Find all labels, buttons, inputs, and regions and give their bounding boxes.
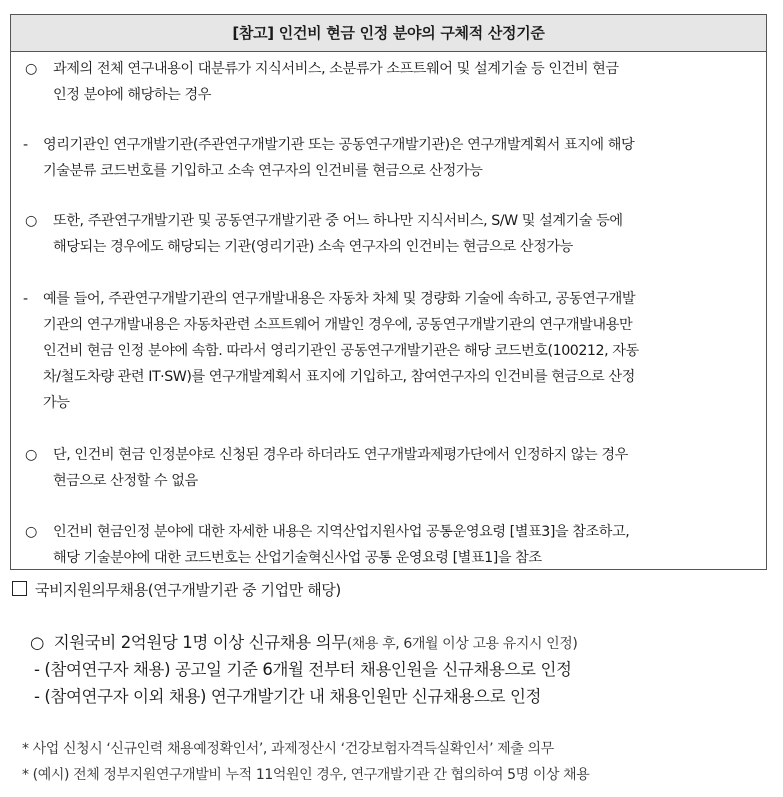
paragraph-line: 해당 기술분야에 대한 코드번호는 산업기술혁신사업 공통 운영요령 [별표1]을 참조 xyxy=(53,550,542,566)
paragraph-line: 인건비 현금인정 분야에 대한 자세한 내용은 지역산업지원사업 공통운영요령 [별표3]을 참조하고, xyxy=(53,524,630,540)
dash-bullet: - xyxy=(34,687,40,706)
dash-bullet: - xyxy=(34,660,40,679)
circle-bullet: ○ xyxy=(30,633,44,652)
paragraph-line: 가능 xyxy=(43,395,70,411)
reference-box xyxy=(10,14,767,570)
requirement-item xyxy=(34,657,572,683)
paragraph-line: 예를 들어, 주관연구개발기관의 연구개발내용은 자동차 차체 및 경량화 기술에 속하고, 공동연구개발 xyxy=(43,291,636,307)
dash-bullet: - xyxy=(23,291,28,307)
paragraph-line: 기술분류 코드번호를 기입하고 소속 연구자의 인건비를 현금으로 산정가능 xyxy=(43,163,483,179)
paragraph-line: 인정 분야에 해당하는 경우 xyxy=(53,87,211,103)
reference-box-title: [참고] 인건비 현금 인정 분야의 구체적 산정기준 xyxy=(11,15,766,52)
reference-box-body xyxy=(11,52,766,571)
reference-paragraph xyxy=(19,132,758,184)
reference-paragraph xyxy=(19,208,758,260)
requirement-item xyxy=(30,630,577,657)
circle-bullet: ○ xyxy=(25,213,37,229)
paragraph-line: 또한, 주관연구개발기관 및 공동연구개발기관 중 어느 하나만 지식서비스, S/W 및 설계기술 등에 xyxy=(53,213,623,229)
paragraph-line: 현금으로 산정할 수 없음 xyxy=(53,473,198,489)
paragraph-line: 해당되는 경우에도 해당되는 기관(영리기관) 소속 연구자의 인건비는 현금으로 산정가능 xyxy=(53,239,573,255)
dash-bullet: - xyxy=(23,137,28,153)
requirement-text: 지원국비 2억원당 1명 이상 신규채용 의무 xyxy=(53,633,347,652)
circle-bullet: ○ xyxy=(25,524,37,540)
footnote: * (예시) 전체 정부지원연구개발비 누적 11억원인 경우, 연구개발기관 간 협의하여 5명 이상 채용 xyxy=(22,767,590,783)
section-title-note: (연구개발기관 중 기업만 해당) xyxy=(147,581,341,599)
requirement-text: (참여연구자 채용) 공고일 기준 6개월 전부터 채용인원을 신규채용으로 인정 xyxy=(44,660,572,679)
paragraph-line: 기관의 연구개발내용은 자동차관련 소프트웨어 개발인 경우에, 공동연구개발기관의 연구개발내용만 xyxy=(43,317,633,333)
reference-paragraph xyxy=(19,56,758,108)
paragraph-line: 인건비 현금 인정 분야에 속함. 따라서 영리기관인 공동연구개발기관은 해당 코드번호(100212, 자동 xyxy=(43,343,639,359)
reference-paragraph xyxy=(19,286,758,416)
paragraph-line: 차/철도차량 관련 IT·SW)를 연구개발계획서 표지에 기입하고, 참여연구자의 인건비를 현금으로 산정 xyxy=(43,369,635,385)
checkbox-icon xyxy=(12,581,27,596)
requirement-text: (참여연구자 이외 채용) 연구개발기간 내 채용인원만 신규채용으로 인정 xyxy=(44,687,542,706)
reference-paragraph xyxy=(19,519,758,571)
requirement-note: (채용 후, 6개월 이상 고용 유지시 인정) xyxy=(346,636,578,652)
section-title: 국비지원의무채용 xyxy=(35,581,148,599)
requirement-item xyxy=(34,684,541,710)
footnote: * 사업 신청시 ‘신규인력 채용예정확인서’, 과제정산시 ‘건강보험자격득실확인서’ 제출 의무 xyxy=(22,741,554,757)
paragraph-line: 영리기관인 연구개발기관(주관연구개발기관 또는 공동연구개발기관)은 연구개발계획서 표지에 해당 xyxy=(43,137,635,153)
section-heading xyxy=(10,578,341,602)
paragraph-line: 단, 인건비 현금 인정분야로 신청된 경우라 하더라도 연구개발과제평가단에서 인정하지 않는 경우 xyxy=(53,447,628,463)
circle-bullet: ○ xyxy=(25,447,37,463)
reference-paragraph xyxy=(19,442,758,494)
circle-bullet: ○ xyxy=(25,61,37,77)
paragraph-line: 과제의 전체 연구내용이 대분류가 지식서비스, 소분류가 소프트웨어 및 설계기술 등 인건비 현금 xyxy=(53,61,619,77)
